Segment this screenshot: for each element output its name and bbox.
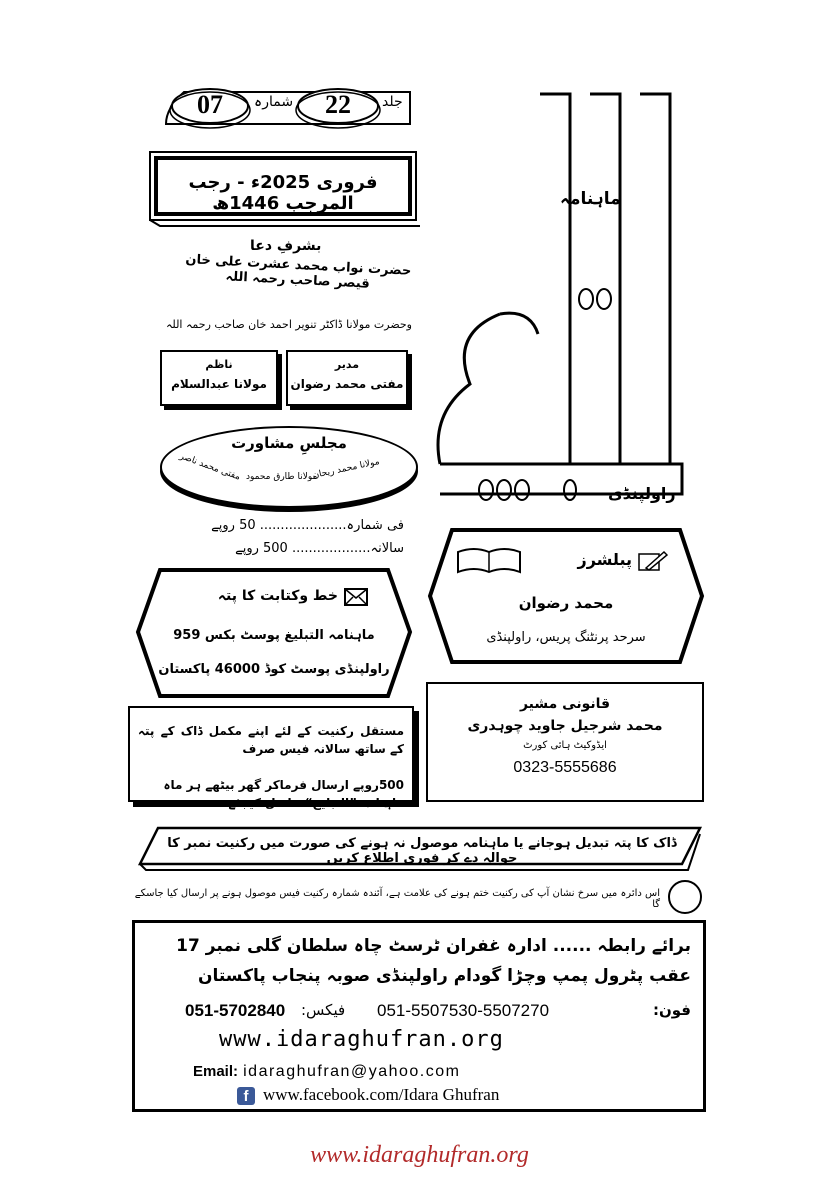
masthead-dots [476,476,596,506]
date-line: فروری 2025ء - رجب المرجب 1446ھ [188,172,378,214]
address-change-notice [132,824,708,874]
publisher-box [426,526,706,666]
open-book-icon [456,546,522,576]
correspondence-title: خط وکتابت کا پتہ [217,588,338,604]
legal-phone: 0323-5555686 [513,759,617,776]
council-oval [160,426,418,508]
council-title: مجلسِ مشاورت [231,434,347,452]
address-change-text: ڈاک کا پتہ تبدیل ہوجانے یا ماہنامہ موصول نہ ہونے کی صورت میں رکنیت نمبر کا حوالہ دے کر فوری اطلاع کریں [167,836,677,866]
shumara-value: 07 [197,90,223,119]
phone-number: 051-5507530-5507270 [377,1001,550,1020]
fax-number: 051-5702840 [185,1001,286,1020]
mudeer-title: مدیر [334,358,360,371]
legal-designation: ایڈوکیٹ ہائی کورٹ [523,740,607,751]
envelope-icon [344,588,368,606]
nazim-name: مولانا عبدالسلام [171,377,267,391]
footer-url[interactable]: www.idaraghufran.org [310,1142,529,1168]
email-address[interactable]: idaraghufran@yahoo.com [243,1063,461,1080]
patronage-heading: بشرفِ دعا [250,238,322,254]
publisher-title: پبلشرز [577,550,632,569]
correspondence-box [134,566,414,700]
legal-title: قانونی مشیر [519,696,611,712]
council-member1: مفتی محمد ناصر [178,451,242,483]
subscription-line2: 500روپے ارسال فرماکر گھر بیٹھے ہر ماہ ماہنامہ ”التبلیغ“ حاصل کیجئے [163,778,404,810]
publisher-name: محمد رضوان [518,594,614,612]
magazine-title [420,84,421,85]
publisher-press: سرحد پرنٹنگ پریس، راولپنڈی [486,630,646,645]
red-mark-circle [668,880,702,914]
subscription-line1: مستقل رکنیت کے لئے اپنے مکمل ڈاک کے پتہ کے ساتھ سالانہ فیس صرف [138,724,404,756]
council-member3: مولانا محمد ریحان [311,457,381,481]
phone-label: فون: [652,1001,691,1019]
legal-name: محمد شرجیل جاوید چوہدری [467,718,663,734]
email-label: Email: [193,1063,239,1080]
pen-writing-icon [638,550,668,572]
contact-phone-row [185,999,691,1023]
price-annual: سالانہ................... 500 روپے [235,541,404,556]
red-mark-text: اس دائرہ میں سرخ نشان آپ کی رکنیت ختم ہونے کی علامت ہے، آئندہ شمارہ رکنیت فیس موصول ہونے پر ارسال کیا جاسکے گا [134,888,660,910]
council-member2: مولانا طارق محمود [246,472,318,482]
shumara-label: شمارہ [254,94,294,110]
legal-box [426,682,704,802]
mudeer-box [286,350,408,406]
price-per-issue: فی شمارہ..................... 50 روپے [211,518,404,533]
monthly-label: ماہنامہ [560,189,621,209]
patronage-line1: حضرت نواب محمد عشرت علی خان قیصر صاحب رحمہ اللہ [185,252,412,292]
jild-label: جلد [382,94,403,110]
contact-email-row [193,1061,673,1083]
city-label: راولپنڈی [608,484,676,503]
contact-website[interactable]: www.idaraghufran.org [219,1027,504,1052]
patronage-line2: وحضرت مولانا ڈاکٹر تنویر احمد خان صاحب رحمہ اللہ [165,318,412,331]
nazim-title: ناظم [205,358,233,371]
correspondence-line1: ماہنامہ التبلیغ پوسٹ بکس 959 [173,628,375,643]
masthead [420,84,700,514]
issue-badges [160,84,420,130]
facebook-url[interactable]: www.facebook.com/Idara Ghufran [263,1085,500,1104]
mudeer-name: مفتی محمد رضوان [290,377,404,391]
facebook-icon: f [237,1087,255,1105]
correspondence-line2: راولپنڈی پوسٹ کوڈ 46000 پاکستان [158,662,390,677]
contact-line2: عقب پٹرول پمپ وچڑا گودام راولپنڈی صوبہ پنجاب پاکستان [197,966,691,986]
contact-line1: برائے رابطہ ...... ادارہ غفران ٹرسٹ چاہ سلطان گلی نمبر 17 [176,936,691,956]
contact-facebook-row [237,1085,657,1107]
nazim-box [160,350,278,406]
masthead-calligraphy [420,84,700,514]
subscription-box [128,706,414,810]
contact-box [132,920,706,1112]
date-banner [146,146,420,230]
jild-value: 22 [325,90,351,119]
fax-label: فیکس: [301,1001,346,1019]
